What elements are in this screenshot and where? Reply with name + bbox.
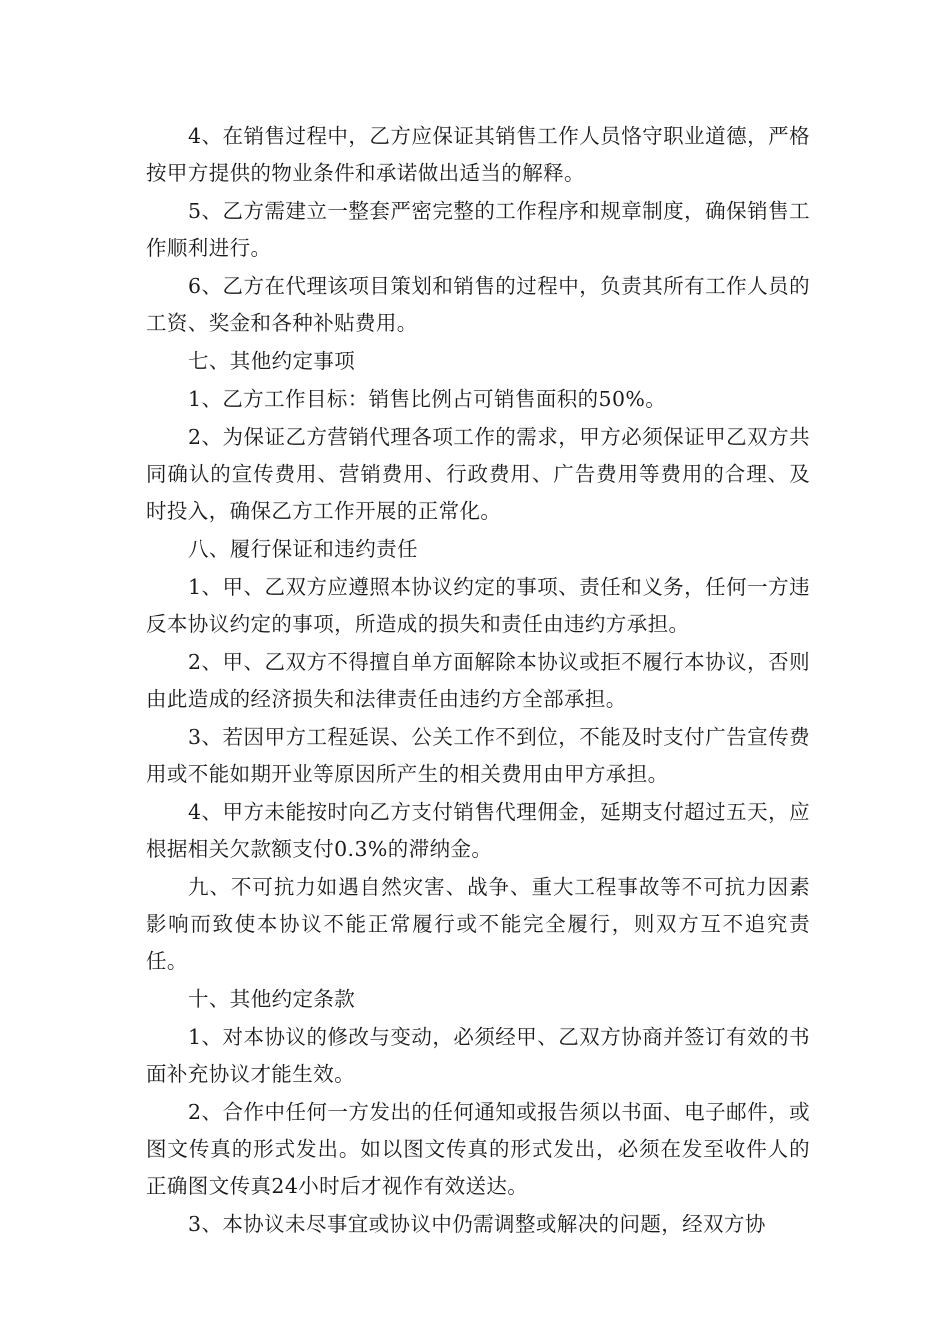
- section-heading-other-matters: 七、其他约定事项: [188, 349, 356, 373]
- paragraph-liability-1: 1、甲、乙双方应遵照本协议约定的事项、责任和义务，任何一方违反本协议约定的事项，所造成的损失和责任由违约方承担。: [146, 575, 810, 636]
- paragraph-work-target: 1、乙方工作目标：销售比例占可销售面积的50%。: [188, 387, 667, 411]
- paragraph-terms-1: 1、对本协议的修改与变动，必须经甲、乙双方协商并签订有效的书面补充协议才能生效。: [146, 1025, 810, 1086]
- paragraph-liability-4: 4、甲方未能按时向乙方支付销售代理佣金，延期支付超过五天，应根据相关欠款额支付0.3%的滞纳金。: [146, 800, 810, 861]
- paragraph-sales-ethics: 4、在销售过程中，乙方应保证其销售工作人员恪守职业道德，严格按甲方提供的物业条件和承诺做出适当的解释。: [146, 124, 810, 185]
- paragraph-terms-3: 3、本协议未尽事宜或协议中仍需调整或解决的问题，经双方协: [188, 1212, 766, 1236]
- paragraph-expenses: 2、为保证乙方营销代理各项工作的需求，甲方必须保证甲乙双方共同确认的宣传费用、营销费用、行政费用、广告费用等费用的合理、及时投入，确保乙方工作开展的正常化。: [146, 425, 810, 523]
- paragraph-work-procedures: 5、乙方需建立一整套严密完整的工作程序和规章制度，确保销售工作顺利进行。: [146, 199, 810, 260]
- paragraph-liability-2: 2、甲、乙双方不得擅自单方面解除本协议或拒不履行本协议，否则由此造成的经济损失和法律责任由违约方全部承担。: [146, 650, 810, 711]
- paragraph-terms-2: 2、合作中任何一方发出的任何通知或报告须以书面、电子邮件，或图文传真的形式发出。如以图文传真的形式发出，必须在发至收件人的正确图文传真24小时后才视作有效送达。: [146, 1100, 810, 1198]
- paragraph-liability-3: 3、若因甲方工程延误、公关工作不到位，不能及时支付广告宣传费用或不能如期开业等原因所产生的相关费用由甲方承担。: [146, 725, 810, 786]
- paragraph-staff-costs: 6、乙方在代理该项目策划和销售的过程中，负责其所有工作人员的工资、奖金和各种补贴费用。: [146, 274, 810, 335]
- section-heading-liability: 八、履行保证和违约责任: [188, 537, 418, 561]
- section-heading-other-terms: 十、其他约定条款: [188, 987, 356, 1011]
- paragraph-force-majeure: 九、不可抗力如遇自然灾害、战争、重大工程事故等不可抗力因素影响而致使本协议不能正常履行或不能完全履行，则双方互不追究责任。: [146, 875, 810, 973]
